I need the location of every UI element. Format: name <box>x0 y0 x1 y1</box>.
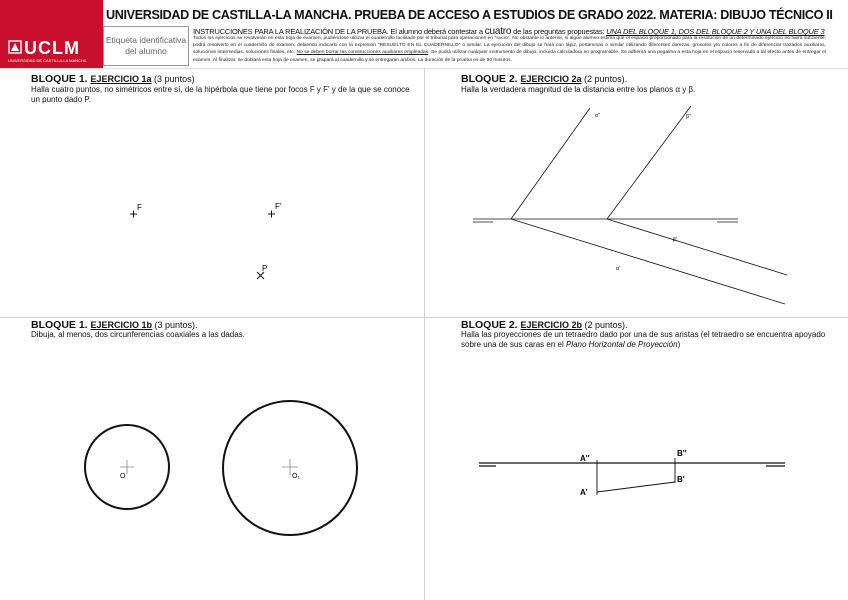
section-1a-text: Halla cuatro puntos, no simétricos entre sí, de la hipérbola que tiene por focos F y F' y de la que se conoce un punto dado P. <box>31 85 410 104</box>
instructions-body-text-1: Todos los ejercicios se resolverán en esta hoja de examen, pudiéndose utilizar el cuadernillo facilitado por el tribunal para operaciones en "sucio". No obstante lo anterior, si algún alumno estima que el espacio proporcionado para la resolución de un determinado ejercicio no fuera suficiente, podrá resolverlo en el cuadernillo de examen, debiendo indicarlo con la expresión "RESUELTO EN EL CUADERNILLO" o similar. La ejecución del dibujo se hará con lápiz, portaminas o similar utilizando diferentes durezas, grosores y/o colores a fin de diferenciar trazados auxiliares, soluciones intermedias, soluciones finales, etc. <box>193 36 826 56</box>
section-1b-text: Dibuja, al menos, dos circunferencias coaxiales a las dadas. <box>31 330 245 339</box>
section-2a-points: (2 puntos). <box>581 74 628 84</box>
instructions-body-underlined: No se deben borrar las construcciones auxiliares empleadas <box>296 50 429 56</box>
b-prime-label: B' <box>677 475 685 484</box>
a-double-prime-label: A'' <box>580 454 590 463</box>
section-1b-ejercicio: EJERCICIO 1b <box>90 320 153 330</box>
section-2b-text-start: sobre una de sus caras en el <box>461 339 566 349</box>
section-2b-text-italic: Plano Horizontal de Proyección <box>565 339 678 349</box>
section-2b-points: (2 puntos). <box>582 320 628 330</box>
a-prime-label: A' <box>580 488 588 497</box>
page-title: UNIVERSIDAD DE CASTILLA-LA MANCHA. PRUEBA DE ACCESO A ESTUDIOS DE GRADO 2022. MATERIA: DIBUJO TÉCNICO II <box>106 8 833 22</box>
instructions-count: cuatro <box>484 26 512 37</box>
id-label-line1: Etiqueta identificativa <box>105 35 187 45</box>
point-p-label: P <box>262 264 268 273</box>
logo-subtitle: UNIVERSIDAD DE CASTILLA-LA MANCHA <box>8 58 87 63</box>
focus-f-prime-mark <box>268 211 275 218</box>
instructions-selection-rule: UNA DEL BLOQUE 1, DOS DEL BLOQUE 2 Y UNA DEL BLOQUE 3 <box>606 27 825 36</box>
beta-prime-label: β' <box>673 237 677 243</box>
section-1b-points: (3 puntos). <box>152 320 198 330</box>
id-label-line2: del alumno <box>125 46 167 56</box>
section-2a-ejercicio: EJERCICIO 2a <box>520 74 582 84</box>
section-1a-ejercicio: EJERCICIO 1a <box>90 74 152 84</box>
focus-f-mark <box>130 211 137 218</box>
instructions-title-text-2: de las preguntas propuestas: <box>511 27 607 36</box>
tetrahedron-edge <box>479 458 785 495</box>
logo-text: UCLM <box>24 38 80 58</box>
beta-vertical-trace <box>607 106 691 219</box>
section-1a-points: (3 puntos) <box>151 74 195 84</box>
alpha-double-prime-label: α'' <box>595 113 600 119</box>
center-o-mark <box>120 460 134 474</box>
focus-f-label: F <box>137 203 142 212</box>
plane-traces <box>473 106 787 304</box>
b-double-prime-label: B'' <box>677 449 687 458</box>
section-2a-text: Halla la verdadera magnitud de la distancia entre los planos α y β. <box>461 85 696 94</box>
beta-horizontal-trace <box>607 219 787 275</box>
alpha-prime-label: α' <box>616 266 620 272</box>
beta-double-prime-label: β'' <box>686 114 691 120</box>
instructions-heading: INSTRUCCIONES PARA LA REALIZACIÓN DE LA PRUEBA. <box>193 27 389 36</box>
instructions-body-text-2: . Se podrá utilizar cualquier instrumento de dibujo, incluida calculadora no programable. Se adherirá una pegatina a esta hoja en el espacio reservado a tal efecto antes de entregar el examen. Al finalizar, se doblará esta hoja de examen, se grapará al cuadernillo y se entregarán ambos. La duración de la prueba es de 90 minutos. <box>193 50 827 63</box>
center-o-label: O <box>120 473 126 480</box>
edge-horizontal-projection <box>597 482 675 492</box>
center-o1-label: O₁ <box>292 473 300 480</box>
section-2b-text-line1: Halla las proyecciones de un tetraedro dado por una de sus aristas (el tetraedro se encuentra apoyado <box>461 330 826 339</box>
section-2b-ejercicio: EJERCICIO 2b <box>520 320 583 330</box>
instructions-title-text: El alumno deberá contestar a <box>388 27 485 36</box>
section-1a-bloque: BLOQUE 1. <box>31 73 91 85</box>
section-2b-text-end: ) <box>677 339 681 349</box>
point-p-mark <box>257 272 264 279</box>
focus-f-prime-label: F' <box>275 202 282 211</box>
alpha-vertical-trace <box>511 108 590 219</box>
section-2b-bloque: BLOQUE 2. <box>461 319 521 331</box>
section-1b-bloque: BLOQUE 1. <box>31 319 91 331</box>
section-2a-bloque: BLOQUE 2. <box>461 73 521 85</box>
